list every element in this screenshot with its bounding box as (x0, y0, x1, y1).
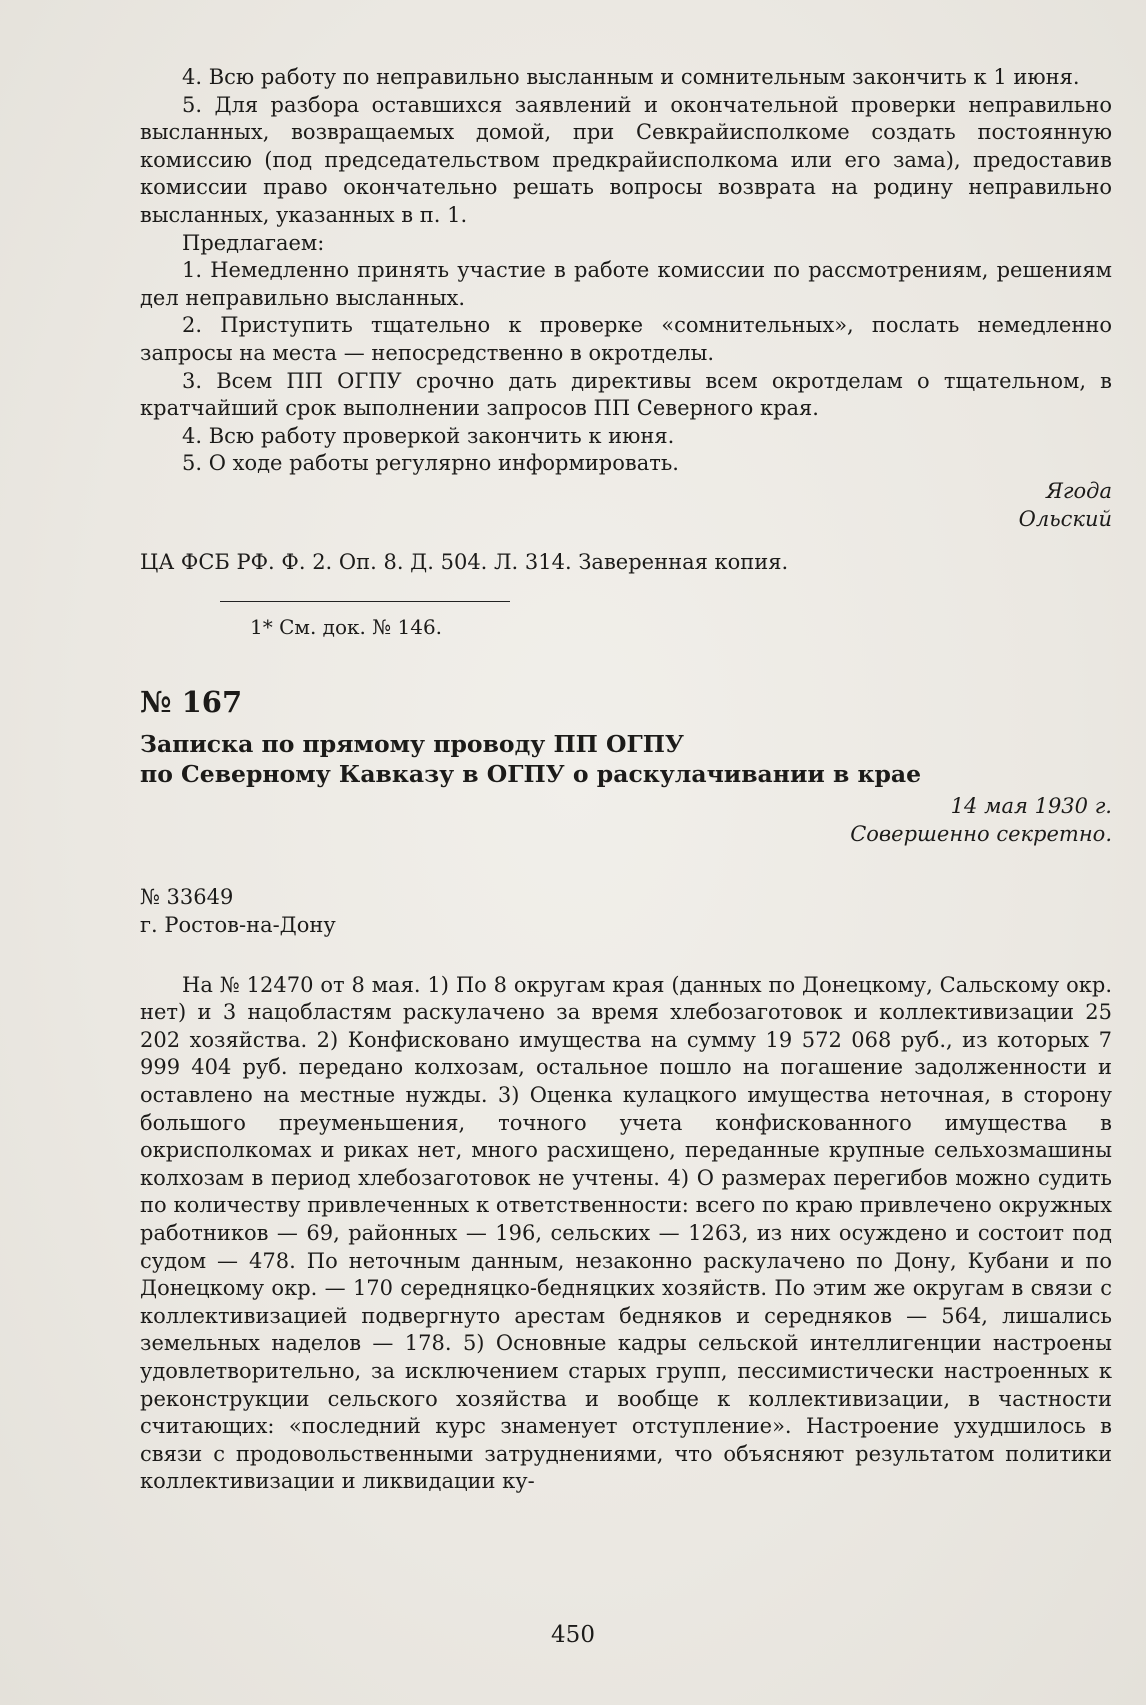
document-title-line-1: Записка по прямому проводу ПП ОГПУ (140, 730, 684, 759)
proposal-3: 3. Всем ПП ОГПУ срочно дать директивы всем окротделам о тщательном, в кратчайший срок выполнении запросов ПП Северного края. (140, 368, 1112, 421)
footnote: 1* См. док. № 146. (250, 614, 443, 639)
document-date: 14 мая 1930 г. (950, 794, 1112, 819)
item-top-4: 4. Всю работу по неправильно высланным и сомнительным закончить к 1 июня. (182, 65, 1080, 89)
proposal-1: 1. Немедленно принять участие в работе комиссии по рассмотрениям, решениям дел неправильно высланных. (140, 258, 1112, 310)
footnote-divider (220, 601, 510, 602)
registration-city: г. Ростов-на-Дону (140, 913, 336, 938)
item-top-5: 5. Для разбора оставшихся заявлений и окончательной проверки неправильно высланных, возвращаемых домой, при Севкрайисполкоме создать постоянную комиссию (под председательством предкрайисполкома или его зама), предоставив комиссии право окончательно решать вопросы возврата на родину неправильно высланных, указанных в п. 1. (140, 92, 1112, 227)
page-text (140, 64, 1112, 1496)
document-classification: Совершенно секретно. (850, 821, 1112, 846)
proposal-5: 5. О ходе работы регулярно информировать. (182, 451, 679, 476)
proposal-4: 4. Всю работу проверкой закончить к июня. (182, 423, 675, 448)
document-title-line-2: по Северному Кавказу в ОГПУ о раскулачивании в крае (140, 760, 922, 789)
page-number: 450 (551, 1622, 595, 1648)
registration-number: № 33649 (140, 885, 234, 910)
document-number: № 167 (140, 685, 243, 720)
proposal-2: 2. Приступить тщательно к проверке «сомнительных», послать немедленно запросы на места — непосредственно в окротделы. (140, 313, 1112, 365)
document-body: На № 12470 от 8 мая. 1) По 8 округам края (данных по Донецкому, Сальскому окр. нет) и 3 нацобластям раскулачено за время хлебозаготовок и коллективизации 25 202 хозяйства. 2) Конфисковано имущества на сумму 19 572 068 руб., из которых 7 999 404 руб. передано колхозам, остальное пошло на погашение задолженности и оставлено на местные нужды. 3) Оценка кулацкого имущества неточная, в сторону большого преуменьшения, точного учета конфискованного имущества в окрисполкомах и риках нет, много расхищено, переданные крупные сельхозмашины колхозам в период хлебозаготовок не учтены. 4) О размерах перегибов можно судить по количеству привлеченных к ответственности: всего по краю привлечено окружных работников — 69, районных — 196, сельских — 1263, из них осуждено и состоит под судом — 478. По неточным данным, незаконно раскулачено по Дону, Кубани и по Донецкому окр. — 170 середняцко-бедняцких хозяйств. По этим же округам в связи с коллективизацией подвергнуто арестам бедняков и середняков — 564, лишались земельных наделов — 178. 5) Основные кадры сельской интеллигенции настроены удовлетворительно, за исключением старых групп, пессимистически настроенных к реконструкции сельского хозяйства и вообще к коллективизации, в частности считающих: «последний курс знаменует отступление». Настроение ухудшилось в связи с продовольственными затруднениями, что объясняют результатом политики коллективизации и ликвидации ку- (140, 972, 1112, 1494)
signature-olsky: Ольский (1018, 506, 1112, 531)
propose-heading: Предлагаем: (182, 230, 325, 255)
signature-yagoda: Ягода (1045, 478, 1112, 503)
archive-source: ЦА ФСБ РФ. Ф. 2. Оп. 8. Д. 504. Л. 314. Заверенная копия. (140, 550, 789, 575)
